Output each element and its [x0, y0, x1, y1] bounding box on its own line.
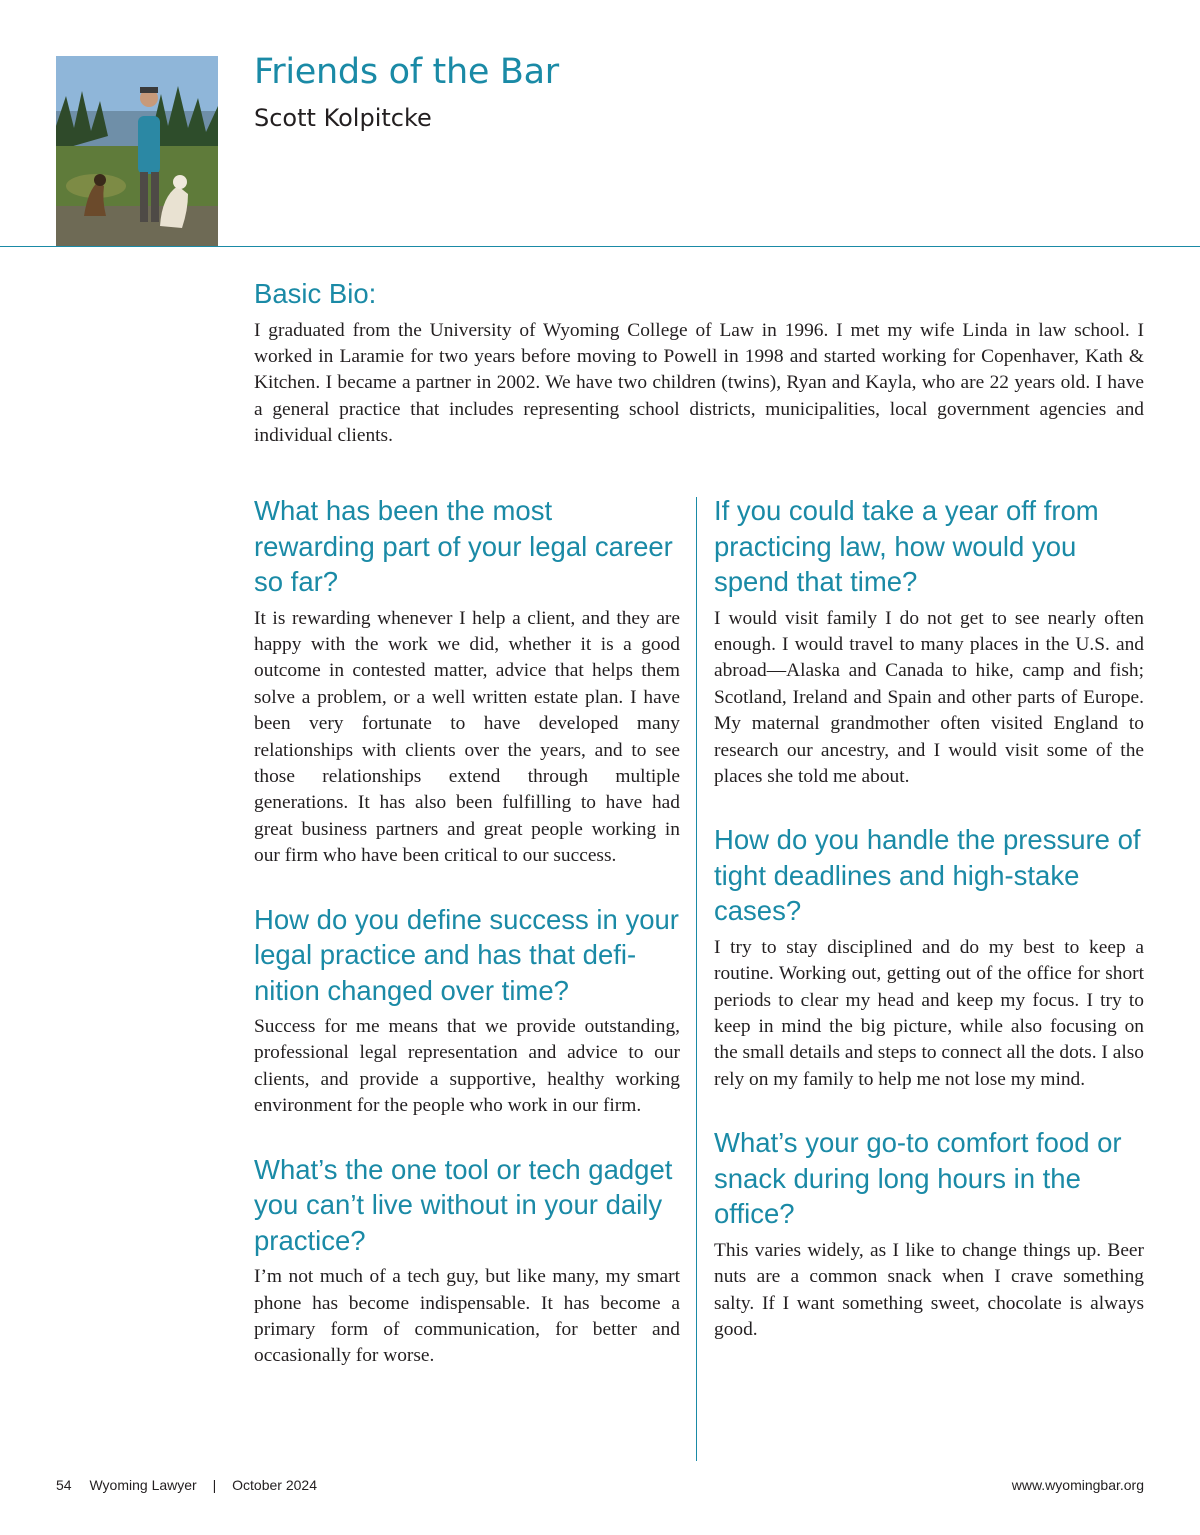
- issue-date: October 2024: [232, 1477, 317, 1493]
- question-heading: What’s your go-to comfort food or snack during long hours in the office?: [714, 1127, 1122, 1230]
- page-footer: [56, 1477, 1144, 1493]
- question-heading: What’s the one tool or tech gadget you can’t live without in your daily practice?: [254, 1153, 673, 1256]
- website-link[interactable]: www.wyomingbar.org: [1011, 1477, 1144, 1493]
- section-title: Friends of the Bar: [254, 52, 559, 92]
- answer-text: I’m not much of a tech guy, but like many, my smart phone has become indispensable. It has become a primary form of communication, for better and occasionally for worse.: [254, 1266, 680, 1367]
- qa-block: [254, 902, 680, 1120]
- publication-name: Wyoming Lawyer: [89, 1477, 197, 1493]
- profile-photo: [56, 56, 218, 246]
- qa-block: [714, 1125, 1144, 1343]
- left-column: [254, 493, 680, 1402]
- answer-text: I try to stay disciplined and do my best to keep a routine. Working out, getting out of the office for short periods to clear my head and keep my focus. I try to keep in mind the big picture, while also focusing on the small details and steps to connect all the dots. I also rely on my family to help me not lose my mind.: [714, 936, 1144, 1090]
- answer-text: This varies widely, as I like to change things up. Beer nuts are a common snack when I crave something salty. If I want something sweet, chocolate is always good.: [714, 1239, 1144, 1340]
- qa-block: [714, 493, 1144, 790]
- question-heading: What has been the most rewarding part of your legal career so far?: [254, 495, 673, 597]
- bio-section: [254, 276, 1144, 450]
- column-divider: [696, 497, 697, 1461]
- qa-block: [714, 822, 1144, 1093]
- footer-separator: |: [212, 1477, 217, 1493]
- question-heading: If you could take a year off from practicing law, how would you spend that time?: [714, 495, 1099, 597]
- footer-left: [56, 1477, 1144, 1493]
- header-divider: [0, 246, 1200, 247]
- answer-text: I would visit family I do not get to see nearly often enough. I would travel to many places in the U.S. and abroad—Alaska and Canada to hike, camp and fish; Scotland, Ireland and Spain and other parts of Europe. My maternal grandmother often visited England to research our ancestry, and I would visit some of the places she told me about.: [714, 607, 1144, 787]
- right-column: [714, 493, 1144, 1375]
- bio-text: I graduated from the University of Wyoming College of Law in 1996. I met my wife Linda in law school. I worked in Laramie for two years before moving to Powell in 1998 and started working for Copenhaver, Kath & Kitchen. I became a partner in 2002. We have two children (twins), Ryan and Kayla, who are 22 years old. I have a general practice that includes representing school districts, municipalities, local government agencies and individual clients.: [254, 319, 1144, 447]
- person-name: Scott Kolpitcke: [254, 104, 432, 132]
- question-heading: How do you define success in your legal practice and has that definition changed over time?: [254, 903, 679, 1006]
- question-heading: How do you handle the pressure of tight deadlines and high-stake cases?: [714, 824, 1141, 927]
- page-number: 54: [56, 1477, 72, 1493]
- qa-block: [254, 493, 680, 870]
- answer-text: Success for me means that we provide outstanding, professional legal representation and advice to our clients, and provide a supportive, healthy working environment for the people who work in our firm.: [254, 1016, 680, 1117]
- bio-heading: Basic Bio:: [254, 278, 377, 309]
- qa-block: [254, 1152, 680, 1370]
- answer-text: It is rewarding whenever I help a client, and they are happy with the work we did, whether it is a good outcome in contested matter, advice that helps them solve a problem, or a well written estate plan. I have been very fortunate to have developed many relationships with clients over the years, and to see those relationships extend through multiple generations. It has also been fulfilling to have had great business partners and great people working in our firm who have been critical to our success.: [254, 607, 680, 867]
